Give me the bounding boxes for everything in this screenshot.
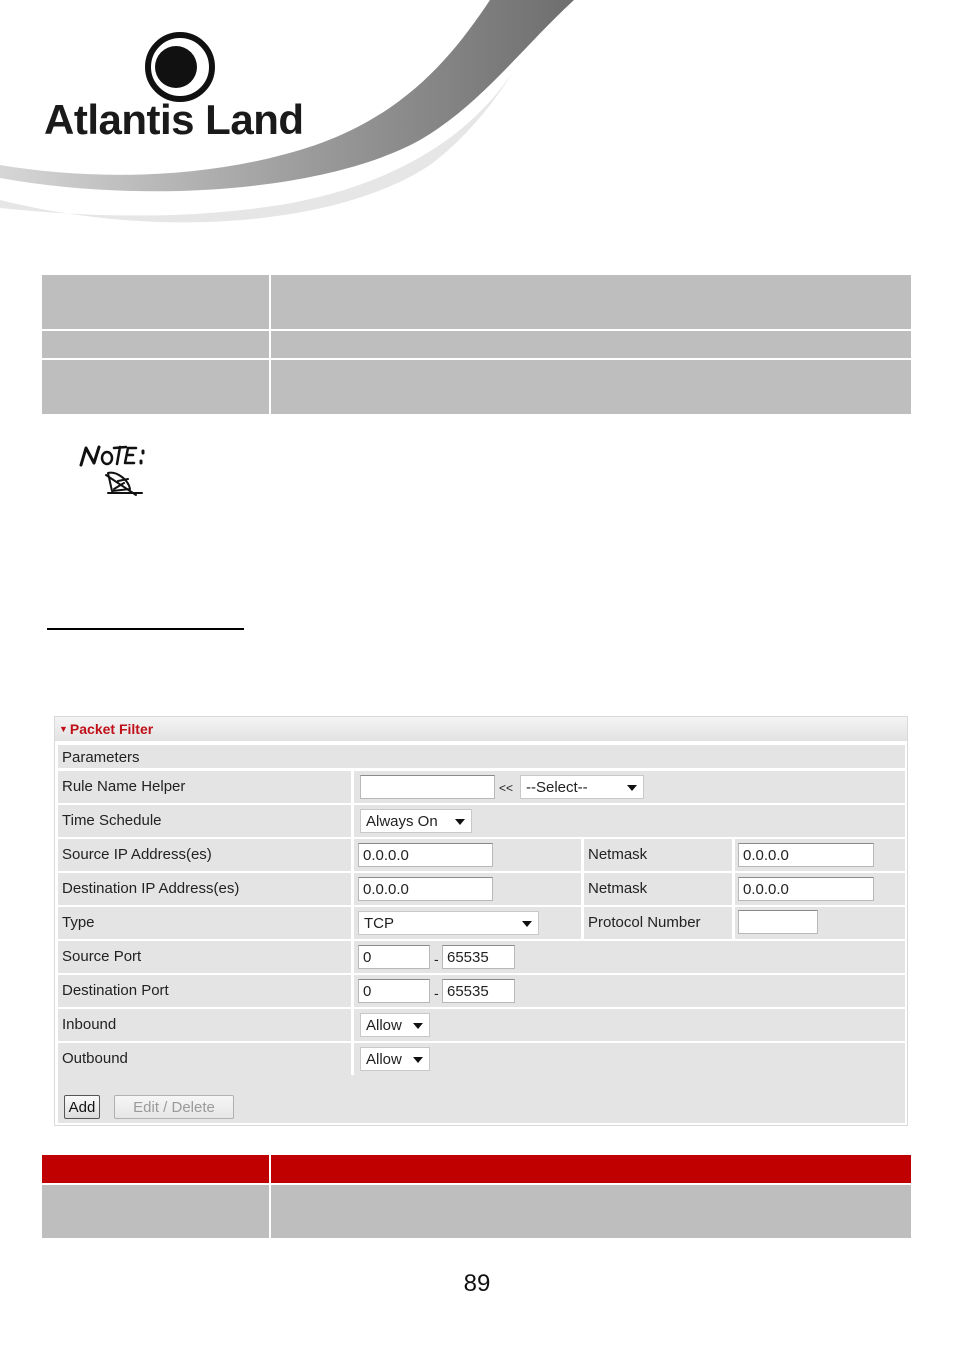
port-range-separator: - xyxy=(434,951,439,967)
type-select-value: TCP xyxy=(364,915,394,932)
description-table-top xyxy=(42,275,911,414)
destination-port-to-input[interactable]: 65535 xyxy=(442,979,515,1003)
source-port-label: Source Port xyxy=(62,948,142,965)
source-netmask-input[interactable]: 0.0.0.0 xyxy=(738,843,874,867)
section-underline xyxy=(47,628,244,630)
description-table-header xyxy=(42,1155,911,1183)
panel-title-text: Packet Filter xyxy=(69,721,154,737)
source-port-to-input[interactable]: 65535 xyxy=(442,945,515,969)
panel-header[interactable] xyxy=(55,717,907,741)
destination-port-from-input[interactable]: 0 xyxy=(358,979,430,1003)
edit-delete-button[interactable]: Edit / Delete xyxy=(114,1095,234,1119)
row-destination-port xyxy=(58,975,905,1007)
column-divider xyxy=(269,1155,271,1183)
type-label: Type xyxy=(62,914,95,931)
outbound-select[interactable] xyxy=(360,1047,430,1071)
time-schedule-label: Time Schedule xyxy=(62,812,162,829)
button-bar xyxy=(58,1075,905,1123)
table-row xyxy=(42,331,911,358)
chevron-down-icon xyxy=(413,1023,423,1029)
chevron-down-icon xyxy=(627,785,637,791)
row-outbound xyxy=(58,1043,905,1075)
chevron-down-icon xyxy=(455,819,465,825)
parameters-header xyxy=(58,745,905,768)
rule-helper-select[interactable] xyxy=(520,775,644,799)
inbound-select-value: Allow xyxy=(366,1017,402,1034)
add-button[interactable]: Add xyxy=(64,1095,100,1119)
type-select[interactable] xyxy=(358,911,539,935)
port-range-separator: - xyxy=(434,985,439,1001)
table-row xyxy=(42,1185,911,1238)
column-divider xyxy=(269,1185,271,1238)
row-source-port xyxy=(58,941,905,973)
page-number: 89 xyxy=(463,1270,491,1297)
collapse-triangle-icon[interactable]: ▼ xyxy=(59,724,68,734)
destination-netmask-label: Netmask xyxy=(588,880,648,897)
source-ip-input[interactable]: 0.0.0.0 xyxy=(358,843,493,867)
destination-port-label: Destination Port xyxy=(62,982,169,999)
panel-title[interactable] xyxy=(59,721,153,737)
logo-icon xyxy=(143,30,217,104)
inbound-select[interactable] xyxy=(360,1013,430,1037)
row-source-ip xyxy=(58,839,905,871)
chevron-down-icon xyxy=(522,921,532,927)
protocol-number-input[interactable] xyxy=(738,910,818,934)
source-port-from-input[interactable]: 0 xyxy=(358,945,430,969)
packet-filter-panel xyxy=(54,716,908,1126)
row-inbound xyxy=(58,1009,905,1041)
rule-name-input[interactable] xyxy=(360,775,495,799)
brand-logo-text: Atlantis Land xyxy=(44,96,304,143)
note-icon xyxy=(78,443,154,499)
destination-ip-input[interactable]: 0.0.0.0 xyxy=(358,877,493,901)
column-divider xyxy=(269,275,271,414)
chevron-down-icon xyxy=(413,1057,423,1063)
row-type xyxy=(58,907,905,939)
parameters-label: Parameters xyxy=(62,749,140,766)
destination-ip-label: Destination IP Address(es) xyxy=(62,880,240,897)
helper-arrows: << xyxy=(499,781,514,795)
description-table-bottom xyxy=(42,1185,911,1238)
rule-helper-select-value: --Select-- xyxy=(526,779,588,796)
row-destination-ip xyxy=(58,873,905,905)
table-row xyxy=(42,360,911,414)
row-rule-name xyxy=(58,771,905,803)
source-netmask-label: Netmask xyxy=(588,846,648,863)
row-time-schedule xyxy=(58,805,905,837)
time-schedule-select[interactable] xyxy=(360,809,472,833)
time-schedule-value: Always On xyxy=(366,813,438,830)
outbound-label: Outbound xyxy=(62,1050,128,1067)
inbound-label: Inbound xyxy=(62,1016,117,1033)
table-row xyxy=(42,275,911,329)
protocol-number-label: Protocol Number xyxy=(588,914,701,931)
destination-netmask-input[interactable]: 0.0.0.0 xyxy=(738,877,874,901)
rule-name-label: Rule Name Helper xyxy=(62,778,186,795)
source-ip-label: Source IP Address(es) xyxy=(62,846,212,863)
outbound-select-value: Allow xyxy=(366,1051,402,1068)
